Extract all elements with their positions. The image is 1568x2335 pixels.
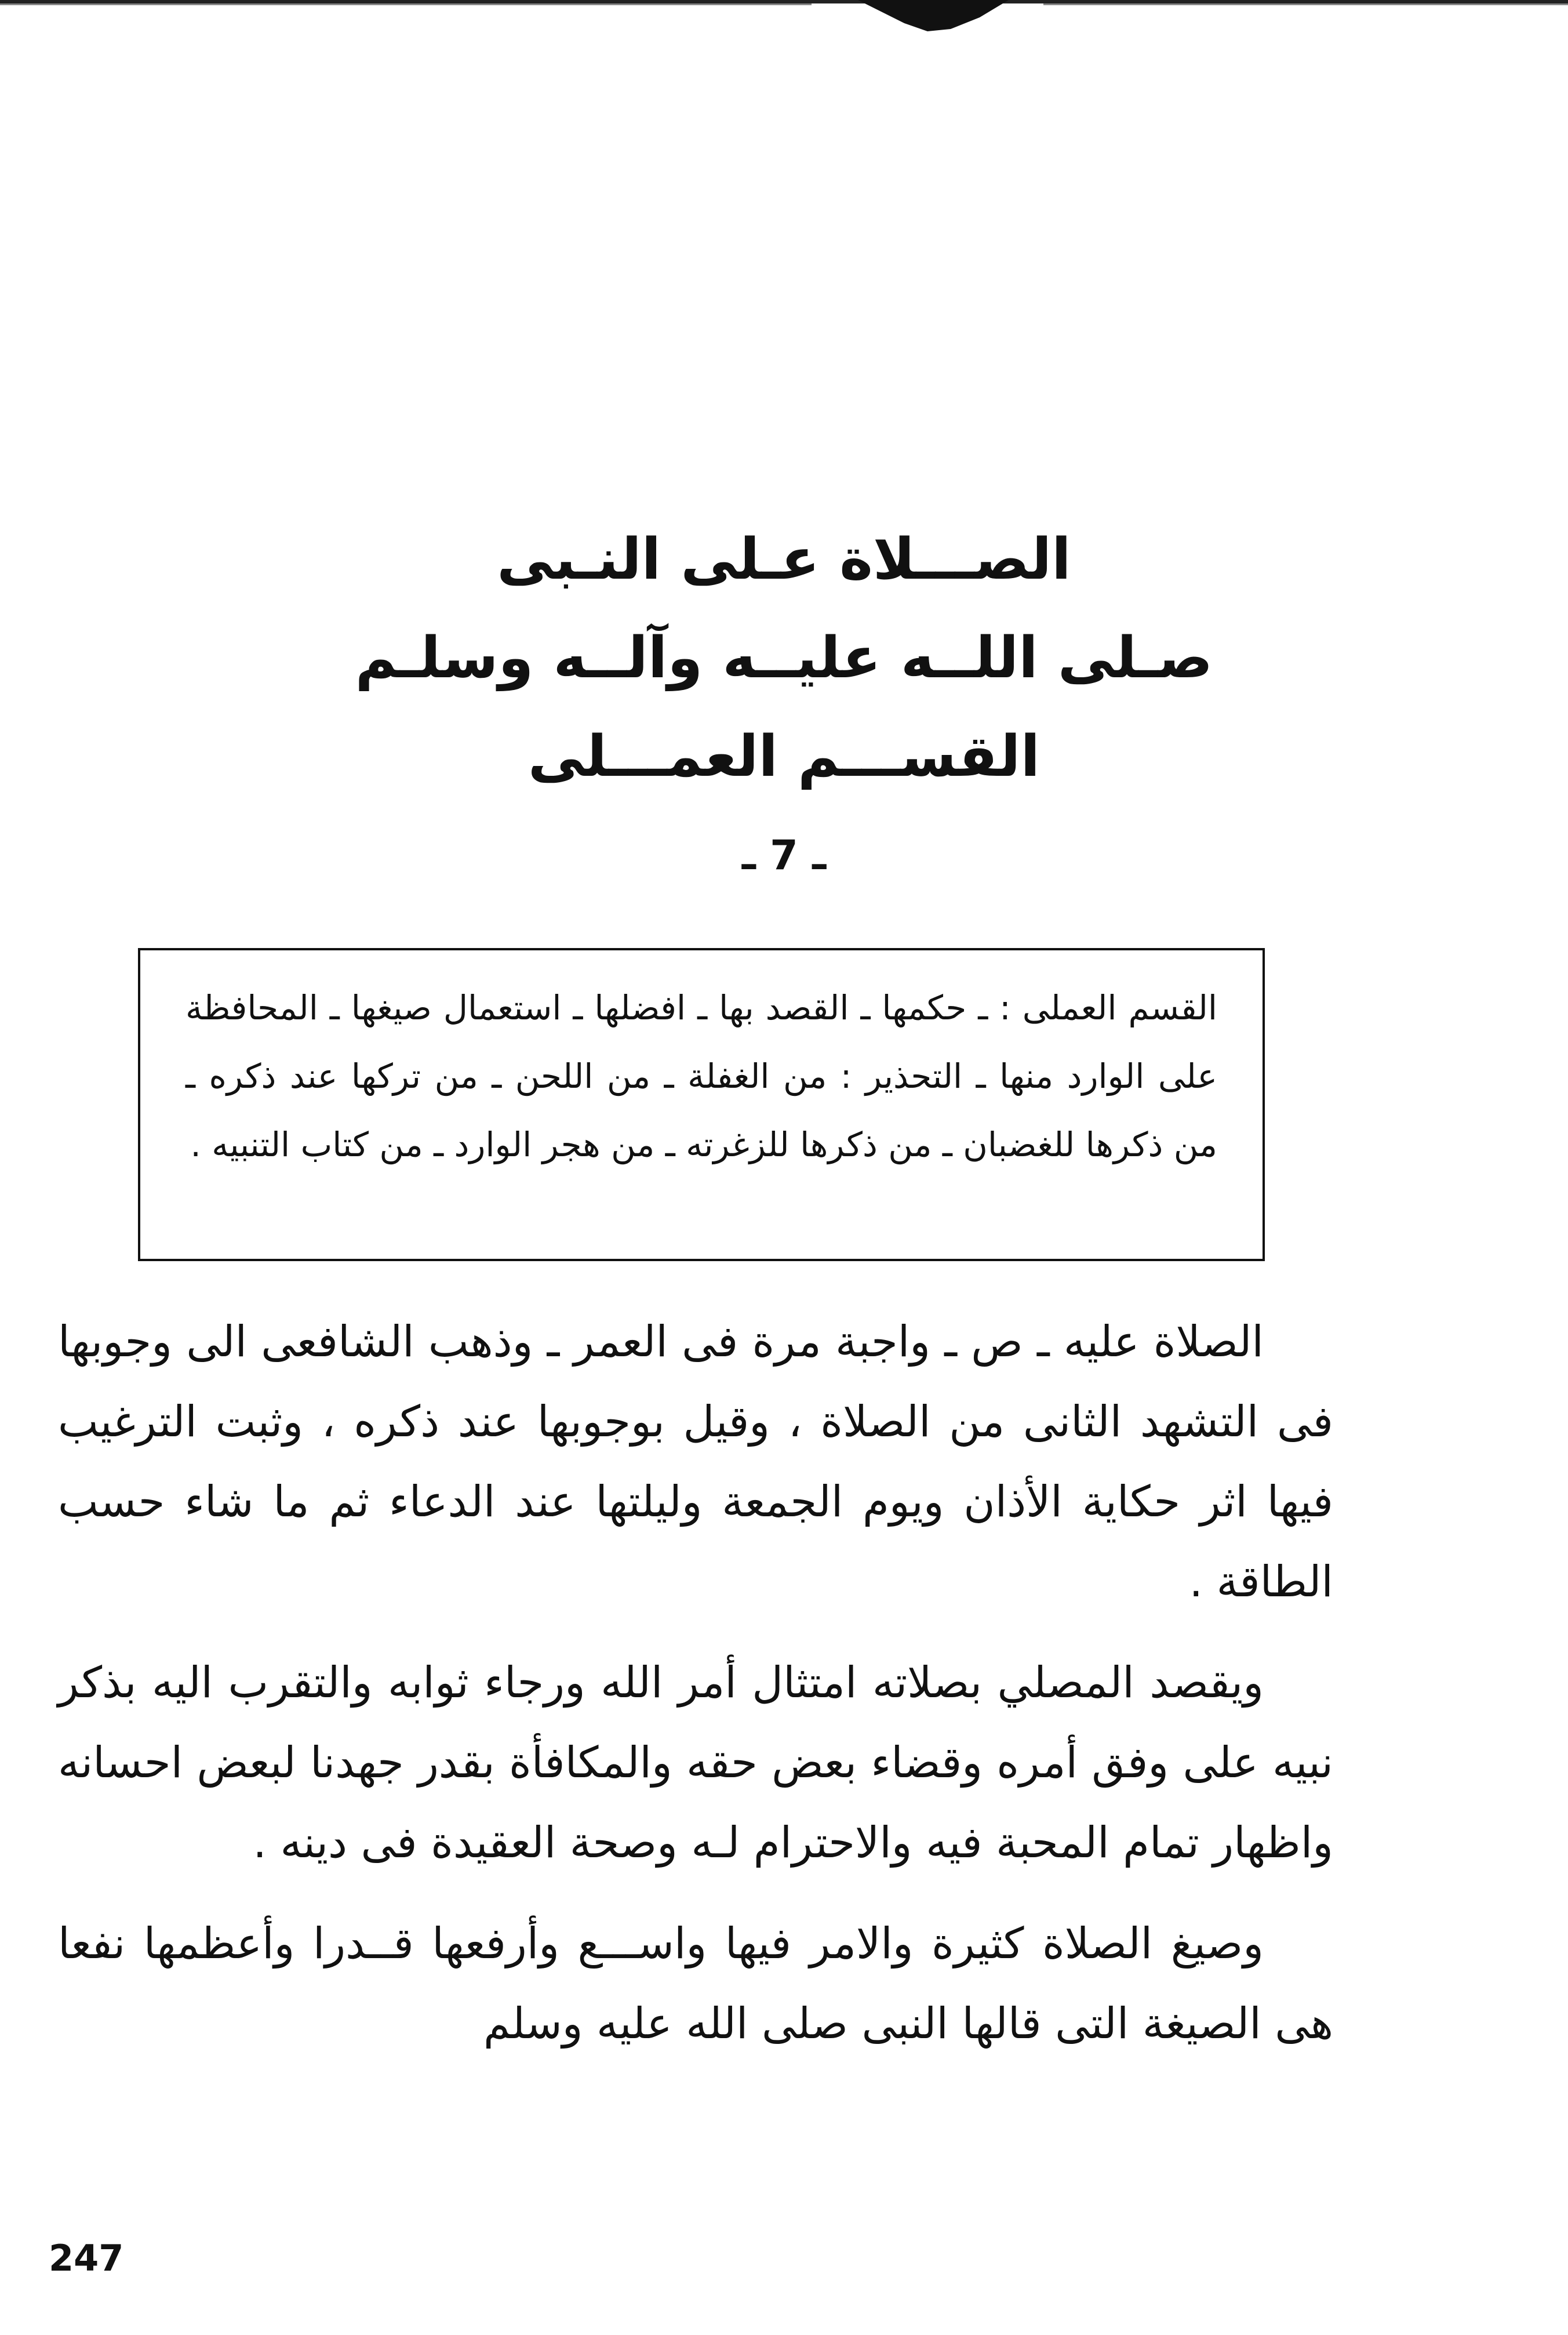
chapter-heading	[0, 510, 1568, 899]
paragraph-3: وصيغ الصلاة كثيرة والامر فيها واســـع وأرفعها قــدرا وأعظمها نفعا هى الصيغة التى قالها النبى صلى الله عليه وسلم	[58, 1919, 1333, 2049]
page-number: 247	[49, 2237, 124, 2279]
paragraph-1: الصلاة عليه ـ ص ـ واجبة مرة فى العمر ـ وذهب الشافعى الى وجوبها فى التشهد الثانى من الصلاة ، وقيل بوجوبها عند ذكره ، وثبت الترغيب فيها اثر حكاية الأذان ويوم الجمعة وليلتها عند الدعاء ثم ما شاء حسب الطاقة .	[58, 1317, 1333, 1607]
paragraph-2: ويقصد المصلي بصلاته امتثال أمر الله ورجاء ثوابه والتقرب اليه بذكر نبيه على وفق أمره وقضاء بعض حقه والمكافأة بقدر جهدنا لبعض احسانه واظهار تمام المحبة فيه والاحترام لـه وصحة العقيدة فى دينه .	[58, 1658, 1333, 1868]
chapter-number: ـ 7 ـ	[741, 831, 827, 879]
heading-line-2: صـلى اللــه عليــه وآلــه وسلـم	[355, 625, 1213, 691]
scan-edge-artifact	[0, 0, 1568, 35]
summary-box	[138, 948, 1265, 1261]
heading-line-1: الصـــلاة عـلى النـبى	[497, 526, 1071, 593]
body-text	[58, 1302, 1333, 2085]
heading-line-3: القســـم العمـــلى	[527, 724, 1041, 790]
summary-text: القسم العملى : ـ حكمها ـ القصد بها ـ افضلها ـ استعمال صيغها ـ المحافظة على الوارد منها ـ التحذير : من الغفلة ـ من اللحن ـ من تركها عند ذكره ـ من ذكرها للغضبان ـ من ذكرها للزغرته ـ من هجر الوارد ـ من كتاب التنبيه .	[185, 988, 1217, 1164]
